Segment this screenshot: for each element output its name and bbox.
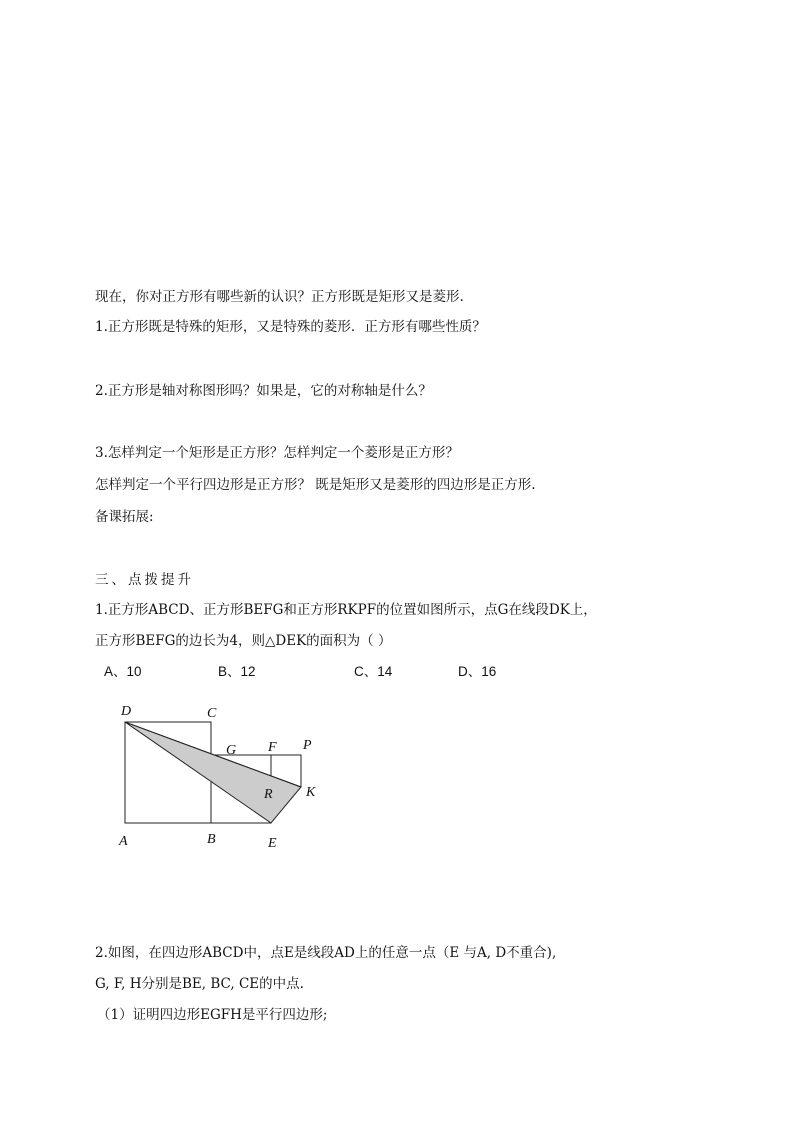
label-f: F [268, 740, 277, 755]
label-r: R [264, 787, 273, 802]
option-a: A、10 [104, 664, 142, 679]
intro-line: 现在，你对正方形有哪些新的认识？正方形既是矩形又是菱形. [95, 289, 464, 305]
label-b: B [207, 832, 216, 847]
problem1-line1: 1.正方形ABCD、正方形BEFG和正方形RKPF的位置如图所示，点G在线段DK上， [95, 602, 597, 618]
label-g: G [226, 743, 237, 758]
label-a: A [119, 834, 128, 849]
option-d: D、16 [458, 664, 497, 679]
label-c: C [207, 706, 217, 721]
label-e: E [268, 836, 277, 851]
section-title: 三、点拨提升 [95, 572, 194, 588]
problem1-line2: 正方形BEFG的边长为4，则△DEK的面积为（ ） [95, 633, 392, 649]
question-3a: 3.怎样判定一个矩形是正方形？怎样判定一个菱形是正方形？ [95, 445, 459, 461]
prep-extension-label: 备课拓展: [95, 509, 154, 525]
option-b: B、12 [218, 664, 256, 679]
label-d: D [121, 704, 132, 719]
label-k: K [306, 785, 316, 800]
problem2-line1: 2.如图，在四边形ABCD中，点E是线段AD上的任意一点（E 与A, D不重合), [95, 945, 557, 961]
question-2: 2.正方形是轴对称图形吗？如果是，它的对称轴是什么？ [95, 383, 432, 399]
question-3b: 怎样判定一个平行四边形是正方形？ 既是矩形又是菱形的四边形是正方形. [95, 477, 536, 493]
option-c: C、14 [354, 664, 393, 679]
label-p: P [303, 738, 312, 753]
problem2-line2: G, F, H分别是BE, BC, CE的中点. [95, 976, 304, 992]
problem2-line3: （1）证明四边形EGFH是平行四边形; [97, 1007, 328, 1023]
question-1: 1.正方形既是特殊的矩形，又是特殊的菱形．正方形有哪些性质？ [95, 319, 486, 335]
triangle-dek [125, 722, 301, 823]
